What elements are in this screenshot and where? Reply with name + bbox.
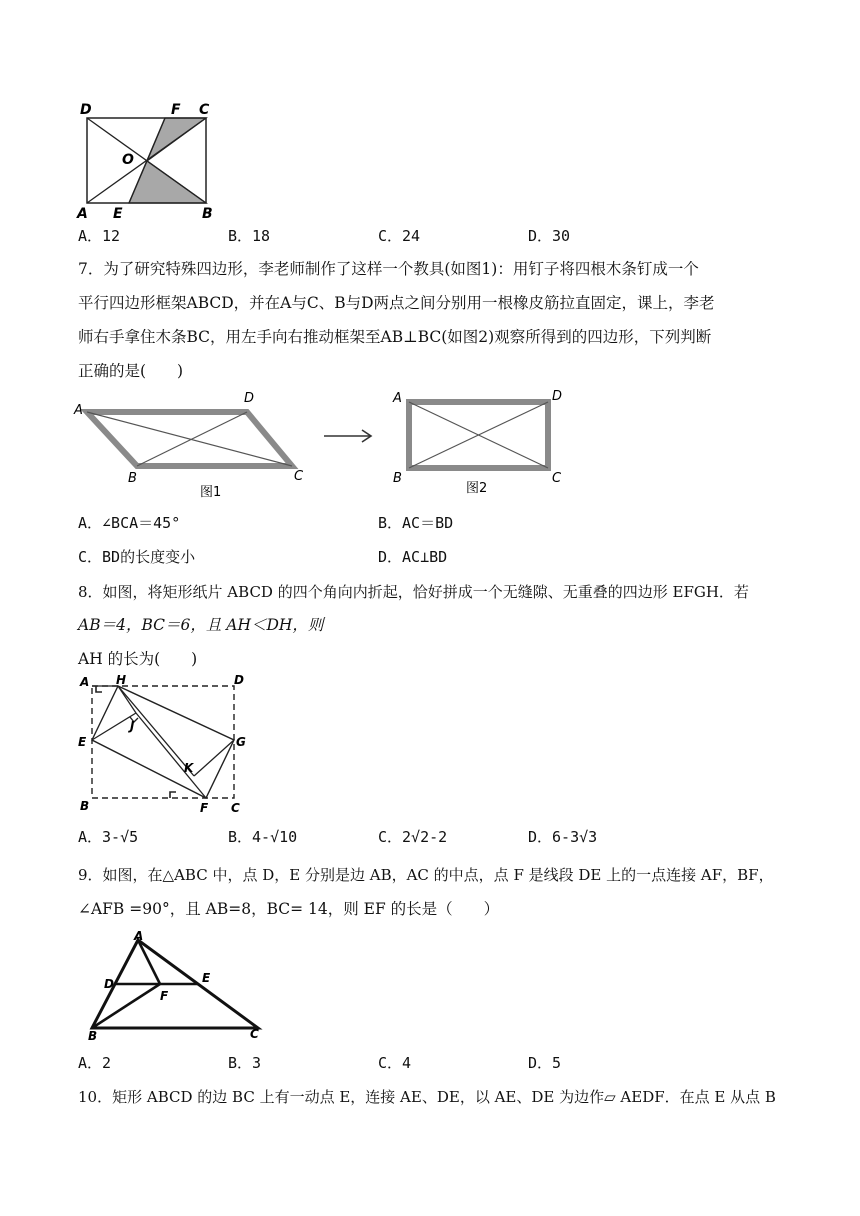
- q8-option-a: A．3-√5: [78, 828, 139, 846]
- q7-text-line1: 7．为了研究特殊四边形，李老师制作了这样一个教具(如图1)：用钉子将四根木条钉成一个: [78, 260, 699, 278]
- q6-label-b: B: [202, 206, 213, 222]
- q8-corner-mark-a: [96, 686, 102, 692]
- q7-fig1-label-d: D: [244, 391, 255, 406]
- q10-text-line1: 10．矩形 ABCD 的边 BC 上有一动点 E，连接 AE、DE，以 AE、DE 为边作▱ AEDF．在点 E 从点 B: [78, 1088, 776, 1106]
- q6-figure: [74, 96, 224, 222]
- q6-label-d: D: [80, 102, 92, 118]
- q6-label-c: C: [199, 102, 210, 118]
- q8-quadrilateral-efgh: [92, 686, 234, 798]
- q8-text-line3: AH 的长为( ): [78, 650, 198, 668]
- q9-label-a: A: [134, 929, 144, 943]
- q7-fig1-diagonal-ac: [87, 412, 292, 466]
- q8-label-f: F: [200, 801, 209, 815]
- q7-arrow-icon: [324, 430, 371, 442]
- q7-fig2-label-a: A: [393, 391, 402, 406]
- q8-fold-jf: [136, 713, 206, 798]
- q7-text-line4: 正确的是( ): [78, 362, 184, 380]
- q9-text-line2: ∠AFB =90°，且 AB=8，BC= 14，则 EF 的长是（ ）: [78, 900, 500, 918]
- q9-label-f: F: [160, 989, 169, 1003]
- q8-label-d: D: [234, 673, 244, 687]
- q8-label-b: B: [80, 799, 90, 813]
- q7-fig1-caption: 图1: [200, 485, 222, 500]
- q9-label-b: B: [88, 1029, 98, 1043]
- q6-shaded-triangle-bottom: [129, 161, 206, 203]
- q6-label-a: A: [77, 206, 88, 222]
- q7-fig2-label-b: B: [393, 471, 402, 486]
- q9-label-c: C: [250, 1027, 259, 1041]
- q7-text-line3: 师右手拿住木条BC，用左手向右推动框架至AB⊥BC(如图2)观察所得到的四边形，下列判断: [78, 328, 712, 346]
- q7-fig1-label-a: A: [74, 403, 83, 418]
- q7-option-a: A．∠BCA＝45°: [78, 514, 181, 532]
- q6-option-d: D．30: [528, 227, 571, 245]
- q8-option-d: D．6-3√3: [528, 828, 598, 846]
- q7-fig1-label-c: C: [294, 469, 304, 484]
- q8-label-h: H: [116, 673, 127, 687]
- q8-label-k: K: [184, 761, 194, 775]
- q9-label-d: D: [104, 977, 114, 991]
- q7-fig1-label-b: B: [128, 471, 137, 486]
- q8-label-e: E: [78, 735, 87, 749]
- q9-label-e: E: [202, 971, 211, 985]
- q9-text-line1: 9．如图，在△ABC 中，点 D，E 分别是边 AB，AC 的中点，点 F 是线段 DE 上的一点连接 AF，BF，: [78, 866, 774, 884]
- q7-figures: [72, 388, 582, 502]
- q7-fig2-label-c: C: [552, 471, 562, 486]
- q7-figure1: [73, 391, 304, 500]
- q9-option-a: A．2: [78, 1054, 112, 1072]
- q7-option-b: B．AC＝BD: [378, 514, 454, 532]
- q6-label-e: E: [113, 206, 123, 222]
- q6-label-f: F: [171, 102, 181, 118]
- q7-fig2-label-d: D: [552, 389, 563, 404]
- q7-fig2-caption: 图2: [466, 481, 488, 496]
- q9-figure: [82, 926, 272, 1044]
- q8-text-line2: AB＝4，BC＝6，且 AH＜DH，则: [78, 616, 324, 634]
- q8-label-a: A: [80, 675, 90, 689]
- q6-option-b: B．18: [228, 227, 271, 245]
- q9-option-c: C．4: [378, 1054, 412, 1072]
- q6-option-c: C．24: [378, 227, 421, 245]
- q7-option-c: C．BD的长度变小: [78, 548, 196, 566]
- q7-figure2: [392, 389, 562, 496]
- q9-option-d: D．5: [528, 1054, 562, 1072]
- q7-text-line2: 平行四边形框架ABCD，并在A与C、B与D两点之间分别用一根橡皮筋拉直固定，课上，李老: [78, 294, 715, 312]
- q8-dashed-rectangle: [92, 686, 234, 798]
- q7-option-d: D．AC⊥BD: [378, 548, 448, 566]
- q8-figure: [74, 672, 254, 816]
- q6-option-a: A．12: [78, 227, 121, 245]
- q8-label-j: J: [130, 719, 135, 733]
- q8-label-c: C: [231, 801, 240, 815]
- q8-fold-gk: [194, 740, 234, 776]
- q8-option-b: B．4-√10: [228, 828, 298, 846]
- q8-text-line1: 8．如图，将矩形纸片 ABCD 的四个角向内折起，恰好拼成一个无缝隙、无重叠的四边形 EFGH．若: [78, 583, 749, 601]
- q8-label-g: G: [236, 735, 246, 749]
- q9-option-b: B．3: [228, 1054, 262, 1072]
- q7-fig1-diagonal-bd: [137, 412, 247, 466]
- q8-option-c: C．2√2-2: [378, 828, 448, 846]
- q6-label-o: O: [122, 152, 134, 168]
- q8-corner-mark-f: [170, 792, 176, 798]
